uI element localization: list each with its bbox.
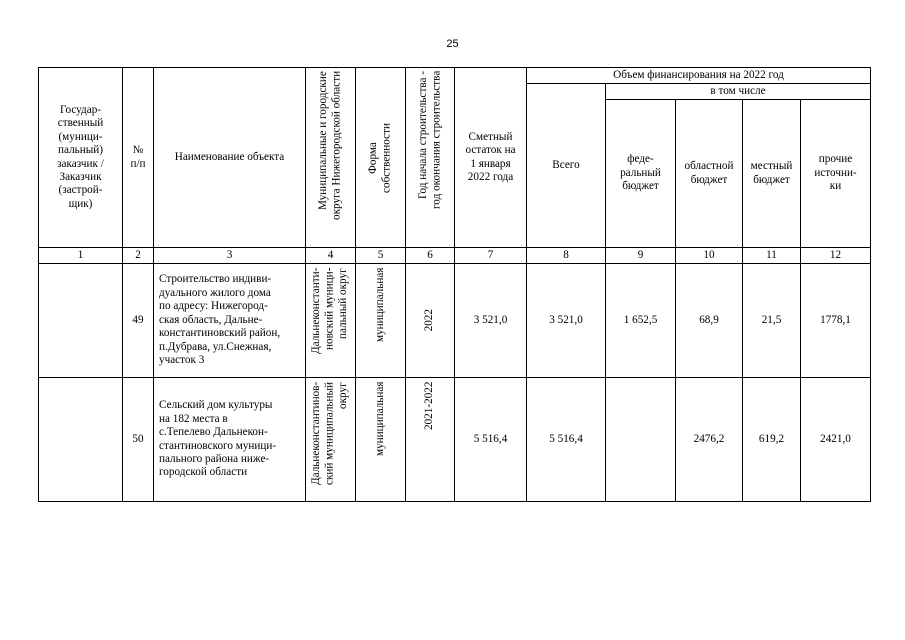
header-row-1 [39,68,871,84]
row-local: 21,5 [743,264,801,378]
header-other-text: прочие источни- ки [814,153,857,193]
header-federal-text: феде- ральный бюджет [620,153,661,193]
row-name [154,264,306,378]
row-customer [39,378,123,502]
row-ownership-text: муниципальная [373,268,386,343]
row-years [406,264,455,378]
header-customer [39,68,123,248]
row-ownership [356,378,406,502]
header-years-text: Год начала строительства - год окончания строительства [416,71,442,210]
col-num-11: 11 [743,248,801,264]
row-total: 5 516,4 [527,378,606,502]
header-object-name [154,68,306,248]
col-num-3: 3 [154,248,306,264]
col-num-2: 2 [123,248,154,264]
row-local: 619,2 [743,378,801,502]
row-municipality-text: Дальнеконстантинов- ский муниципальный округ [310,382,350,486]
row-municipality-text: Дальнеконстанти- новский муници- пальный округ [310,268,350,355]
header-regional-text: областной бюджет [684,160,734,186]
row-years-text: 2021-2022 [423,382,436,431]
header-no [123,68,154,248]
header-ownership [356,68,406,248]
row-balance: 3 521,0 [455,264,527,378]
table-row [39,378,871,502]
header-ownership-text: Форма собственности [367,122,393,193]
row-other: 1778,1 [801,264,871,378]
col-num-7: 7 [455,248,527,264]
header-including-text: в том числе [710,84,766,97]
row-years [406,378,455,502]
row-regional: 2476,2 [676,378,743,502]
header-other [801,100,871,248]
column-numbers-row [39,248,871,264]
row-municipality [306,378,356,502]
row-ownership [356,264,406,378]
col-num-9: 9 [606,248,676,264]
row-no: 50 [123,378,154,502]
row-no: 49 [123,264,154,378]
row-name [154,378,306,502]
col-num-10: 10 [676,248,743,264]
row-name-text: Сельский дом культуры на 182 места в с.Тепелево Дальнекон- стантиновского муници- пального района ниже- городской области [159,399,277,479]
col-num-1: 1 [39,248,123,264]
financing-table [38,67,871,502]
header-no-text: № п/п [130,144,146,170]
header-regional [676,100,743,248]
header-local [743,100,801,248]
header-balance [455,68,527,248]
row-customer [39,264,123,378]
col-num-4: 4 [306,248,356,264]
header-federal [606,100,676,248]
page-number: 25 [446,38,459,50]
header-years [406,68,455,248]
col-num-8: 8 [527,248,606,264]
header-object-name-text: Наименование объекта [174,150,285,163]
header-customer-text: Государ- ственный (муници- пальный) заказчик / Заказчик (застрой- щик) [57,103,104,210]
row-regional: 68,9 [676,264,743,378]
row-name-text: Строительство индиви- дуального жилого дома по адресу: Нижегород- ская область, Дальне- константиновский район, п.Дубрава, ул.Снежная, участок 3 [159,273,281,367]
row-ownership-text: муниципальная [373,382,386,457]
col-num-12: 12 [801,248,871,264]
header-municipality [306,68,356,248]
header-including [606,84,871,100]
header-funding-group [527,68,871,84]
header-total-text: Всего [552,158,580,171]
col-num-5: 5 [356,248,406,264]
row-total: 3 521,0 [527,264,606,378]
row-federal: 1 652,5 [606,264,676,378]
row-other: 2421,0 [801,378,871,502]
header-funding-group-text: Объем финансирования на 2022 год [613,68,784,81]
row-years-text: 2022 [423,309,436,332]
header-local-text: местный бюджет [750,160,793,186]
col-num-6: 6 [406,248,455,264]
row-municipality [306,264,356,378]
row-balance: 5 516,4 [455,378,527,502]
row-federal [606,378,676,502]
header-municipality-text: Муниципальные и городские округа Нижегородской области [317,71,343,221]
header-total [527,84,606,248]
header-balance-text: Сметный остаток на 1 января 2022 года [465,130,516,183]
table-row [39,264,871,378]
